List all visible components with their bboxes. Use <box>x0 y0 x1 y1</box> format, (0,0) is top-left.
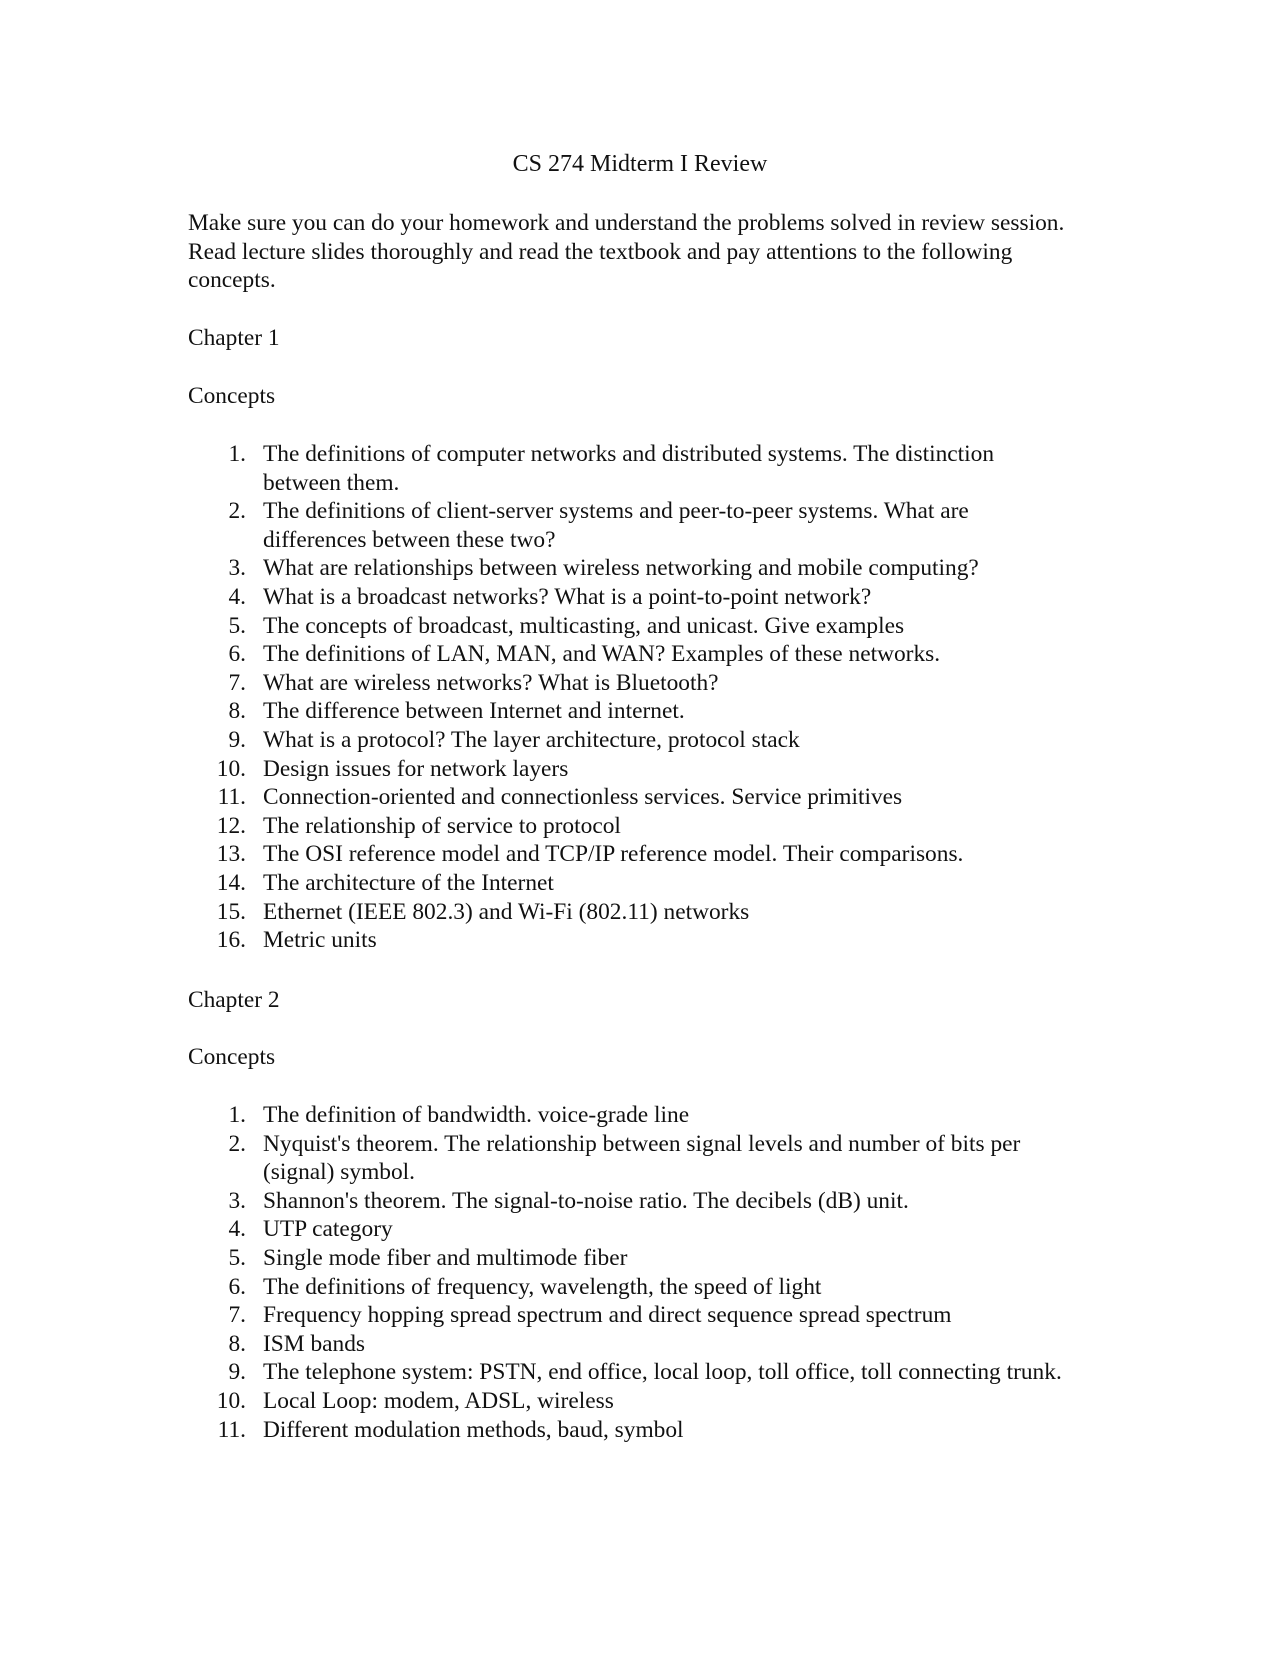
chapter-1-heading: Chapter 1 <box>188 325 280 351</box>
list-item <box>188 1358 1088 1387</box>
item-text: What is a broadcast networks? What is a point-to-point network? <box>263 583 872 610</box>
list-item <box>188 869 1068 898</box>
item-number: 7. <box>228 669 246 696</box>
item-number: 1. <box>228 441 246 467</box>
item-text: What is a protocol? The layer architecture, protocol stack <box>263 726 800 753</box>
item-text: The definition of bandwidth. voice-grade line <box>263 1102 690 1128</box>
item-text: Nyquist's theorem. The relationship between signal levels and number of bits per (signal) symbol. <box>263 1130 1021 1186</box>
item-number: 6. <box>228 641 246 668</box>
item-number: 10. <box>216 1387 246 1414</box>
item-number: 11. <box>217 1416 246 1443</box>
item-text: Ethernet (IEEE 802.3) and Wi-Fi (802.11) networks <box>263 898 750 925</box>
item-number: 8. <box>228 698 246 725</box>
intro-paragraph: Make sure you can do your homework and understand the problems solved in review session. Read lecture slides thoroughly and read the textbook and pay attentions to the following concepts. <box>188 210 1065 294</box>
item-text: The definitions of computer networks and distributed systems. The distinction between them. <box>263 441 995 496</box>
list-item <box>188 898 1068 927</box>
item-number: 2. <box>228 498 246 525</box>
list-item <box>188 554 1068 583</box>
list-item <box>188 926 1068 955</box>
list-item <box>188 697 1068 726</box>
list-item <box>188 1130 1088 1187</box>
item-number: 9. <box>228 1359 246 1386</box>
item-number: 4. <box>228 1216 246 1243</box>
item-number: 4. <box>228 583 246 610</box>
list-item <box>188 812 1068 841</box>
item-number: 10. <box>216 755 246 782</box>
document-title: CS 274 Midterm I Review <box>512 151 768 177</box>
list-item <box>188 1416 1088 1445</box>
item-text: The OSI reference model and TCP/IP reference model. Their comparisons. <box>263 841 964 868</box>
item-text: The concepts of broadcast, multicasting, and unicast. Give examples <box>263 612 905 639</box>
item-number: 13. <box>216 841 246 868</box>
chapter-2-concepts-list <box>188 1101 1088 1444</box>
item-number: 5. <box>228 612 246 639</box>
item-text: The definitions of frequency, wavelength, the speed of light <box>263 1273 822 1300</box>
list-item <box>188 1273 1088 1302</box>
list-item <box>188 497 1068 554</box>
item-number: 3. <box>228 1187 246 1214</box>
item-number: 9. <box>228 726 246 753</box>
item-number: 12. <box>216 812 246 839</box>
item-text: Different modulation methods, baud, symbol <box>263 1416 684 1443</box>
item-number: 7. <box>228 1302 246 1329</box>
list-item <box>188 783 1068 812</box>
list-item <box>188 612 1068 641</box>
item-number: 1. <box>228 1102 246 1128</box>
chapter-1-concepts-list <box>188 440 1068 955</box>
item-number: 2. <box>228 1130 246 1157</box>
item-text: ISM bands <box>263 1330 366 1357</box>
item-text: The difference between Internet and internet. <box>263 698 685 725</box>
item-number: 14. <box>216 869 246 896</box>
item-text: Shannon's theorem. The signal-to-noise ratio. The decibels (dB) unit. <box>263 1187 909 1214</box>
item-text: Design issues for network layers <box>263 755 569 782</box>
item-number: 3. <box>228 555 246 582</box>
chapter-1-concepts-heading: Concepts <box>188 383 276 409</box>
list-item <box>188 440 1068 497</box>
chapter-2-concepts-heading: Concepts <box>188 1044 276 1070</box>
list-item <box>188 669 1068 698</box>
item-number: 6. <box>228 1273 246 1300</box>
item-text: The definitions of LAN, MAN, and WAN? Examples of these networks. <box>263 641 941 668</box>
list-item <box>188 1215 1088 1244</box>
list-item <box>188 640 1068 669</box>
list-item <box>188 755 1068 784</box>
item-text: Frequency hopping spread spectrum and direct sequence spread spectrum <box>263 1302 952 1329</box>
list-item <box>188 726 1068 755</box>
item-text: Single mode fiber and multimode fiber <box>263 1244 628 1271</box>
item-text: What are wireless networks? What is Bluetooth? <box>263 669 719 696</box>
item-text: The definitions of client-server systems and peer-to-peer systems. What are differences between these two? <box>263 498 969 553</box>
item-text: The architecture of the Internet <box>263 869 554 896</box>
list-item <box>188 840 1068 869</box>
list-item <box>188 1301 1088 1330</box>
list-item <box>188 1330 1088 1359</box>
list-item <box>188 1244 1088 1273</box>
item-text: Local Loop: modem, ADSL, wireless <box>263 1387 614 1414</box>
item-text: UTP category <box>263 1216 393 1243</box>
list-item <box>188 583 1068 612</box>
item-number: 8. <box>228 1330 246 1357</box>
item-text: The relationship of service to protocol <box>263 812 621 839</box>
list-item <box>188 1387 1088 1416</box>
list-item <box>188 1101 1088 1130</box>
item-text: Metric units <box>263 927 377 954</box>
chapter-2-heading: Chapter 2 <box>188 987 280 1013</box>
item-number: 11. <box>217 784 246 811</box>
item-text: What are relationships between wireless networking and mobile computing? <box>263 555 979 582</box>
item-text: Connection-oriented and connectionless services. Service primitives <box>263 784 903 811</box>
item-number: 15. <box>216 898 246 925</box>
item-number: 16. <box>216 927 246 954</box>
item-number: 5. <box>228 1244 246 1271</box>
item-text: The telephone system: PSTN, end office, local loop, toll office, toll connecting trunk. <box>263 1359 1062 1386</box>
list-item <box>188 1187 1088 1216</box>
